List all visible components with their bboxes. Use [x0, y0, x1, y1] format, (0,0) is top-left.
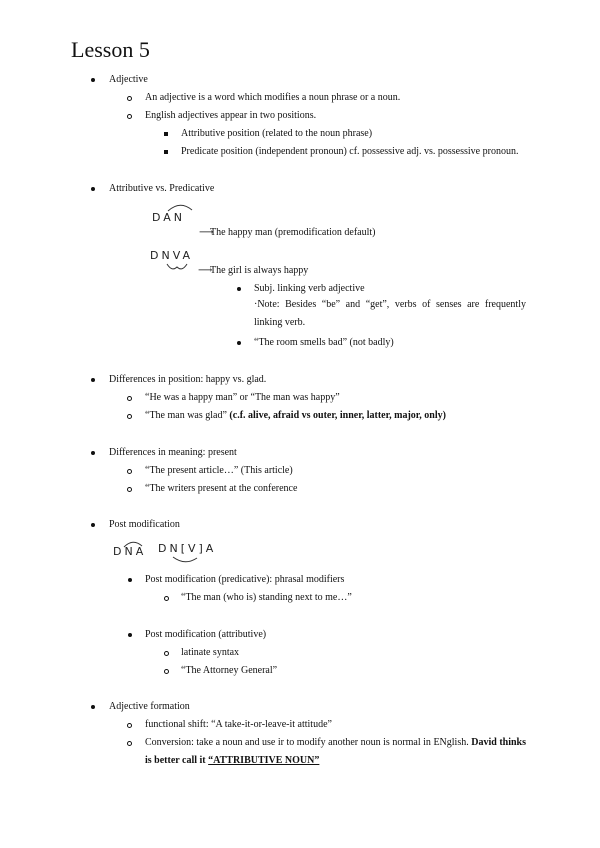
conversion-david: David thinks is better call it	[145, 737, 527, 766]
conversion-paragraph	[145, 734, 526, 770]
example-writers-present: “The writers present at the conference	[145, 483, 298, 494]
bullet	[164, 132, 168, 136]
example-cf-list: (c.f. alive, afraid vs outer, inner, latter, major, only)	[226, 410, 446, 421]
bullet	[127, 487, 132, 492]
bullet	[91, 451, 95, 455]
example-happy-man: The happy man (premodification default)	[210, 227, 376, 238]
bullet	[91, 378, 95, 382]
bullet	[91, 705, 95, 709]
post-mod-predicative: Post modification (predicative): phrasal modifiers	[145, 574, 345, 585]
handwritten-dnva: DN[V]A	[158, 542, 217, 555]
example-present-article: “The present article…” (This article)	[145, 465, 293, 476]
note-linking-verbs: ·Note: Besides “be” and “get”, verbs of senses are frequently linking verb.	[254, 299, 526, 328]
bullet	[91, 523, 95, 527]
bullet	[127, 741, 132, 746]
handwritten-arc	[172, 556, 198, 566]
post-mod-attributive: Post modification (attributive)	[145, 629, 267, 640]
bullet	[127, 414, 132, 419]
example-attorney-general: “The Attorney General”	[181, 665, 278, 676]
predicate-position: Predicate position (independent pronoun) cf. possessive adj. vs. possessive pronoun.	[181, 146, 519, 157]
bullet	[128, 578, 132, 582]
bullet	[237, 341, 241, 345]
example-man-glad-text: “The man was glad”	[145, 410, 227, 421]
attributive-noun: “ATTRIBUTIVE NOUN”	[208, 755, 320, 766]
bullet	[127, 114, 132, 119]
handwritten-dan: DAN	[152, 211, 186, 224]
arrow: ⟶	[198, 265, 213, 276]
subj-linking-verb: Subj. linking verb adjective	[254, 283, 365, 294]
bullet	[164, 669, 169, 674]
attributive-position: Attributive position (related to the noun phrase)	[181, 128, 373, 139]
bullet	[127, 723, 132, 728]
example-room-smells: “The room smells bad” (not badly)	[254, 337, 394, 348]
example-girl-happy: The girl is always happy	[210, 265, 309, 276]
conversion-text: Conversion: take a noun and use ir to modify another noun is normal in ENglish.	[145, 737, 469, 748]
bullet	[127, 396, 132, 401]
adjective-positions: English adjectives appear in two positions.	[145, 110, 317, 121]
bullet	[164, 150, 168, 154]
handwritten-dnva: DNVA	[150, 249, 194, 262]
adjective-definition: An adjective is a word which modifies a noun phrase or a noun.	[145, 92, 401, 103]
page-title: Lesson 5	[71, 37, 150, 62]
adjective-heading: Adjective	[109, 74, 148, 85]
bullet	[164, 596, 169, 601]
bullet	[164, 651, 169, 656]
latinate-syntax: latinate syntax	[181, 647, 240, 658]
bullet	[91, 78, 95, 82]
example-man-glad	[145, 410, 446, 422]
arrow: ⟶	[199, 227, 214, 238]
bullet	[127, 469, 132, 474]
bullet	[237, 287, 241, 291]
bullet	[128, 633, 132, 637]
bullet	[91, 187, 95, 191]
functional-shift: functional shift: “A take-it-or-leave-it attitude”	[145, 719, 332, 730]
example-happy-man-2: “He was a happy man” or “The man was happy”	[145, 392, 340, 403]
formation-heading: Adjective formation	[109, 701, 190, 712]
diff-position-heading: Differences in position: happy vs. glad.	[109, 374, 267, 385]
attr-vs-pred-heading: Attributive vs. Predicative	[109, 183, 215, 194]
diff-meaning-heading: Differences in meaning: present	[109, 447, 237, 458]
bullet	[127, 96, 132, 101]
post-mod-heading: Post modification	[109, 519, 180, 530]
handwritten-dna: DNA	[113, 545, 147, 558]
example-standing-next: “The man (who is) standing next to me…”	[181, 592, 352, 603]
handwritten-arc	[166, 263, 188, 273]
